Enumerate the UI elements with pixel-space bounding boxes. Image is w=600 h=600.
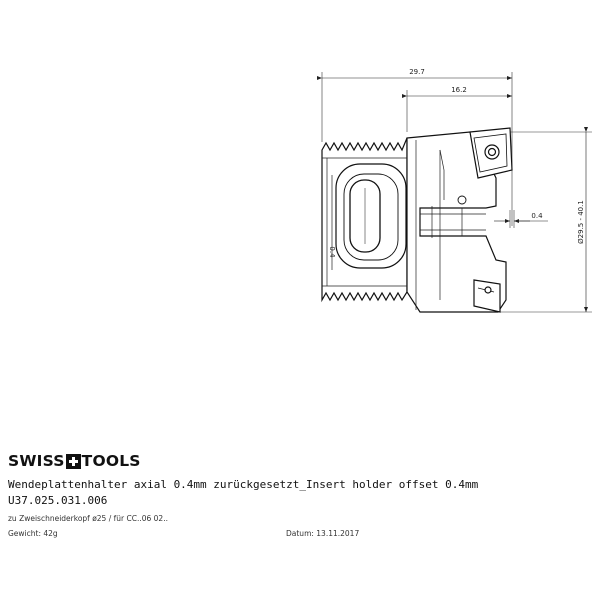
product-date: Datum: 13.11.2017 [286, 529, 360, 538]
part-marking: 0.4 [328, 246, 336, 258]
dim-offset: 0.4 [531, 212, 543, 220]
brand-logo [8, 450, 141, 472]
product-note: zu Zweischneiderkopf ø25 / für CC..06 02.. [8, 514, 168, 523]
brand-left: SWISS [8, 452, 65, 470]
clamp-slot [336, 164, 406, 268]
bottom-insert [474, 280, 500, 312]
product-weight: Gewicht: 42g [8, 529, 58, 538]
cross-icon [66, 454, 81, 469]
product-title: Wendeplattenhalter axial 0.4mm zurückgesetzt_Insert holder offset 0.4mm [8, 478, 479, 491]
product-code: U37.025.031.006 [8, 494, 108, 507]
brand-right: TOOLS [81, 452, 141, 470]
top-insert [470, 128, 512, 178]
head-screw [458, 196, 466, 204]
dim-diameter-range: Ø29.5 - 40.1 [577, 200, 585, 244]
dim-insert-length: 16.2 [451, 86, 467, 94]
dim-overall-length: 29.7 [409, 68, 425, 76]
